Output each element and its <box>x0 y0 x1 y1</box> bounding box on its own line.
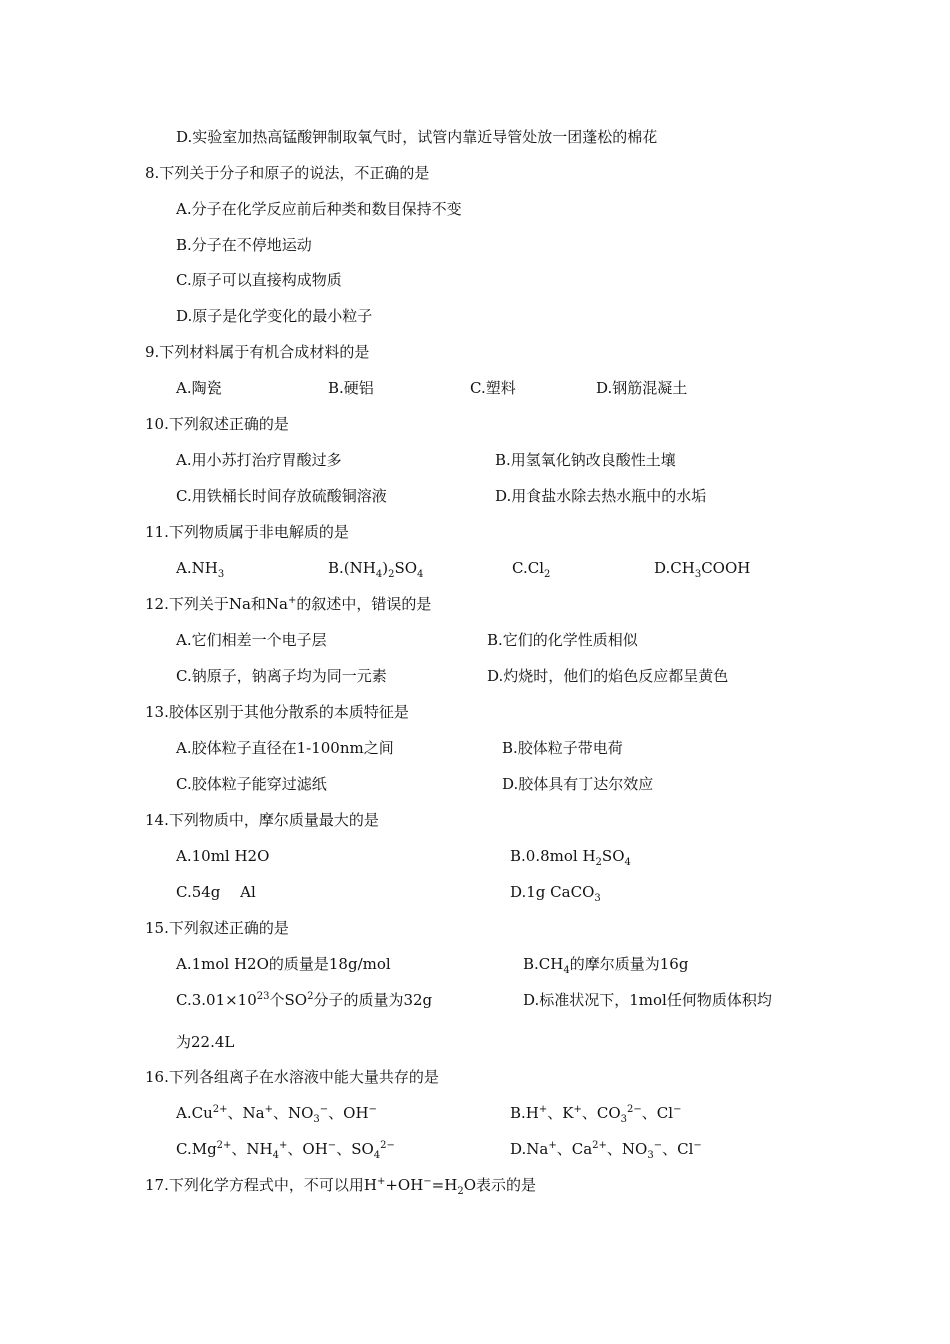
q8-option-a: A.分子在化学反应前后种类和数目保持不变 <box>176 200 462 218</box>
q11-option-d: $D.CH_3COOH$ <box>654 559 751 580</box>
q8-option-c: C.原子可以直接构成物质 <box>176 271 342 289</box>
q15-stem: 15.下列叙述正确的是 <box>145 919 289 937</box>
q13-option-d: D.胶体具有丁达尔效应 <box>502 775 654 793</box>
q15-option-b: $B.CH_4$的摩尔质量为16g <box>523 955 689 976</box>
q9-option-d: D.钢筋混凝土 <box>596 379 688 397</box>
q16-option-a: $A.Cu^{2+}$、Na+、$NO_3^-$、OH− <box>176 1104 377 1125</box>
q16-option-d: D.Na+、$Ca^{2+}$、$NO_3^-$、Cl− <box>510 1140 702 1161</box>
q17-stem: 17.下列化学方程式中，不可以用$H^++OH^-=H_2O$表示的是 <box>145 1176 537 1197</box>
q10-option-c: C.用铁桶长时间存放硫酸铜溶液 <box>176 487 387 505</box>
q13-option-b: B.胶体粒子带电荷 <box>502 739 623 757</box>
q16-option-b: B.H+、K+、$CO_3^{2-}$、Cl− <box>510 1104 682 1125</box>
q8-option-d: D.原子是化学变化的最小粒子 <box>176 307 373 325</box>
q14-option-d: D.1g CaCO$_3$ <box>510 883 601 904</box>
q11-option-b: $B.(NH_4)_2SO_4$ <box>328 559 424 580</box>
q12-option-b: B.它们的化学性质相似 <box>487 631 638 649</box>
q12-stem: 12.下列关于Na和Na+的叙述中，错误的是 <box>145 595 432 613</box>
q8-option-b: B.分子在不停地运动 <box>176 236 312 254</box>
q12-option-c: C.钠原子，钠离子均为同一元素 <box>176 667 387 685</box>
q10-option-a: A.用小苏打治疗胃酸过多 <box>176 451 342 469</box>
q12-option-a: A.它们相差一个电子层 <box>176 631 327 649</box>
q15-option-c: $C.3.01\times 10^{23}$个$SO^2$分子的质量为32g <box>176 991 433 1009</box>
q14-option-b: B.0.8mol $H_2SO_4$ <box>510 847 631 868</box>
q15-option-a: A.1mol H2O的质量是18g/mol <box>176 955 391 973</box>
q15-option-d: D.标准状况下，1mol任何物质体积均 <box>523 991 772 1009</box>
q14-option-c: C.54g Al <box>176 883 256 901</box>
q11-option-a: $A.NH_3$ <box>176 559 225 580</box>
q16-stem: 16.下列各组离子在水溶液中能大量共存的是 <box>145 1068 439 1086</box>
q11-option-c: $C.Cl_2$ <box>512 559 551 580</box>
q11-stem: 11.下列物质属于非电解质的是 <box>145 523 349 541</box>
q10-option-b: B.用氢氧化钠改良酸性土壤 <box>495 451 676 469</box>
q14-stem: 14.下列物质中，摩尔质量最大的是 <box>145 811 379 829</box>
q9-stem: 9.下列材料属于有机合成材料的是 <box>145 343 370 361</box>
q12-option-d: D.灼烧时，他们的焰色反应都呈黄色 <box>487 667 729 685</box>
q13-option-a: A.胶体粒子直径在1-100nm之间 <box>176 739 394 757</box>
q15-option-d-continued: 为22.4L <box>176 1033 235 1051</box>
q14-option-a: A.10ml H2O <box>176 847 270 865</box>
q9-option-b: B.硬铝 <box>328 379 374 397</box>
q8-stem: 8.下列关于分子和原子的说法，不正确的是 <box>145 164 430 182</box>
q9-option-c: C.塑料 <box>470 379 516 397</box>
q13-stem: 13.胶体区别于其他分散系的本质特征是 <box>145 703 409 721</box>
q16-option-c: $C.Mg^{2+}$、$NH_4^+$、OH−、$SO_4^{2-}$ <box>176 1140 395 1161</box>
q10-stem: 10.下列叙述正确的是 <box>145 415 289 433</box>
q10-option-d: D.用食盐水除去热水瓶中的水垢 <box>495 487 707 505</box>
q7-option-d: D.实验室加热高锰酸钾制取氧气时，试管内靠近导管处放一团蓬松的棉花 <box>176 128 658 146</box>
q9-option-a: A.陶瓷 <box>176 379 222 397</box>
q13-option-c: C.胶体粒子能穿过滤纸 <box>176 775 327 793</box>
